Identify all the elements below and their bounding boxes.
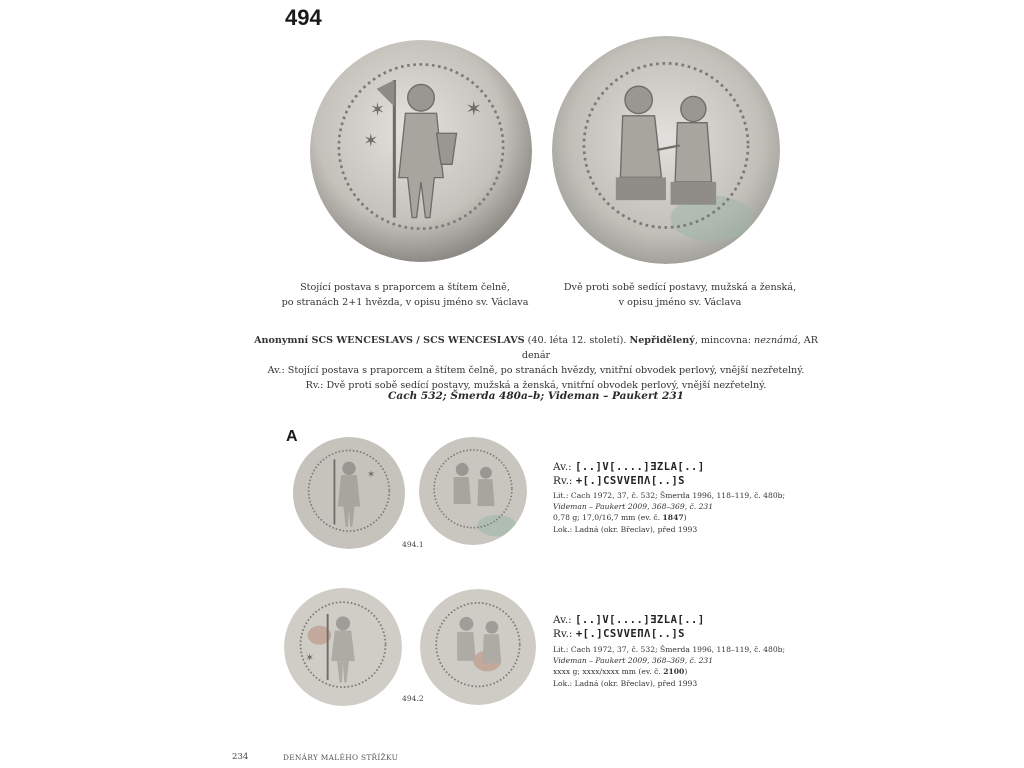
specimen-1-legends: [553, 460, 705, 488]
page-number: 234: [232, 752, 249, 762]
metal-denomination: , AR denár: [521, 335, 818, 361]
specimen-2-reverse-legend: Rv.: +[.]CSVVEΠΛ[..]S: [553, 628, 685, 640]
obverse-caption-line-2: po stranách 2+1 hvězda, v opisu jméno sv. Václava: [281, 297, 529, 308]
catalog-number: 494: [285, 5, 322, 30]
reverse-caption-line-2: v opisu jméno sv. Václava: [618, 297, 742, 308]
type-description: [250, 333, 822, 393]
running-title: DENÁRY MALÉHO STŘÍŽKU: [283, 753, 399, 762]
specimen-1-weight: 0,78 g; 17,0/16,7 mm (ev. č. 1847): [553, 513, 687, 523]
specimen-1-obverse-image: [292, 437, 406, 549]
specimen-1-obverse-legend: Av.: [..]V[....]ƎZLA[..]: [553, 461, 705, 473]
section-letter: A: [286, 428, 298, 445]
specimen-2-weight: xxxx g; xxxx/xxxx mm (ev. č. 2100): [553, 667, 688, 677]
specimen-1-info: [553, 490, 785, 535]
type-title: Anonymní SCS WENCESLAVS / SCS WENCESLAVS: [254, 335, 525, 346]
type-period: (40. léta 12. století).: [524, 335, 630, 346]
obverse-description: Av.: Stojící postava s praporcem a štítem čelně, po stranách hvězdy, vnitřní obvodek perlový, vnější nezřetelný.: [267, 365, 805, 376]
type-title-line: [250, 333, 822, 363]
main-reverse-coin-image: [552, 36, 780, 264]
mint-value: neznámá: [754, 335, 798, 346]
specimen-2-reverse-image: [420, 589, 536, 705]
svg-text:✶: ✶: [369, 100, 385, 121]
svg-text:✶: ✶: [363, 131, 379, 152]
specimen-1-reverse-legend: Rv.: +[.]CSVVEΠΛ[..]S: [553, 475, 685, 487]
reverse-caption: [545, 280, 815, 310]
specimen-2-literature-line-1: Lit.: Cach 1972, 37, č. 532; Šmerda 1996, 118–119, č. 480b;: [553, 645, 786, 654]
specimen-1-reverse-image: [419, 437, 527, 545]
reverse-caption-line-1: Dvě proti sobě sedící postavy, mužská a ženská,: [563, 282, 797, 293]
catalog-references: Cach 532; Šmerda 480a–b; Videman – Paukert 231: [388, 390, 684, 402]
specimen-2-obverse-legend: Av.: [..]V[....]ƎZLA[..]: [553, 614, 705, 626]
specimen-1-label: 494.1: [402, 540, 424, 549]
specimen-2-legends: [553, 613, 705, 641]
reverse-description: Rv.: Dvě proti sobě sedící postavy, mužská a ženská, vnitřní obvodek perlový, vnější nezřetelný.: [305, 380, 767, 391]
specimen-2-literature-line-2: Videman – Paukert 2009, 368–369, č. 231: [553, 656, 714, 666]
svg-text:✶: ✶: [305, 651, 315, 665]
specimen-1-literature-line-2: Videman – Paukert 2009, 368–369, č. 231: [553, 502, 714, 512]
specimen-2-location: Lok.: Ladná (okr. Břeclav), před 1993: [553, 678, 698, 688]
svg-text:✶: ✶: [366, 469, 376, 481]
main-obverse-coin-image: [310, 40, 532, 262]
specimen-2-label: 494.2: [402, 694, 424, 703]
obverse-caption-line-1: Stojící postava s praporcem a štítem čelně,: [300, 282, 510, 293]
specimen-2-info: [553, 644, 785, 689]
mint-label: , mincovna:: [694, 335, 755, 346]
type-assignment: Nepřidělený: [629, 335, 695, 346]
specimen-2-obverse-image: [284, 588, 402, 706]
svg-text:✶: ✶: [465, 96, 483, 121]
specimen-1-location: Lok.: Ladná (okr. Břeclav), před 1993: [553, 524, 698, 534]
obverse-caption: [270, 280, 540, 310]
specimen-1-literature-line-1: Lit.: Cach 1972, 37, č. 532; Šmerda 1996, 118–119, č. 480b;: [553, 491, 786, 500]
